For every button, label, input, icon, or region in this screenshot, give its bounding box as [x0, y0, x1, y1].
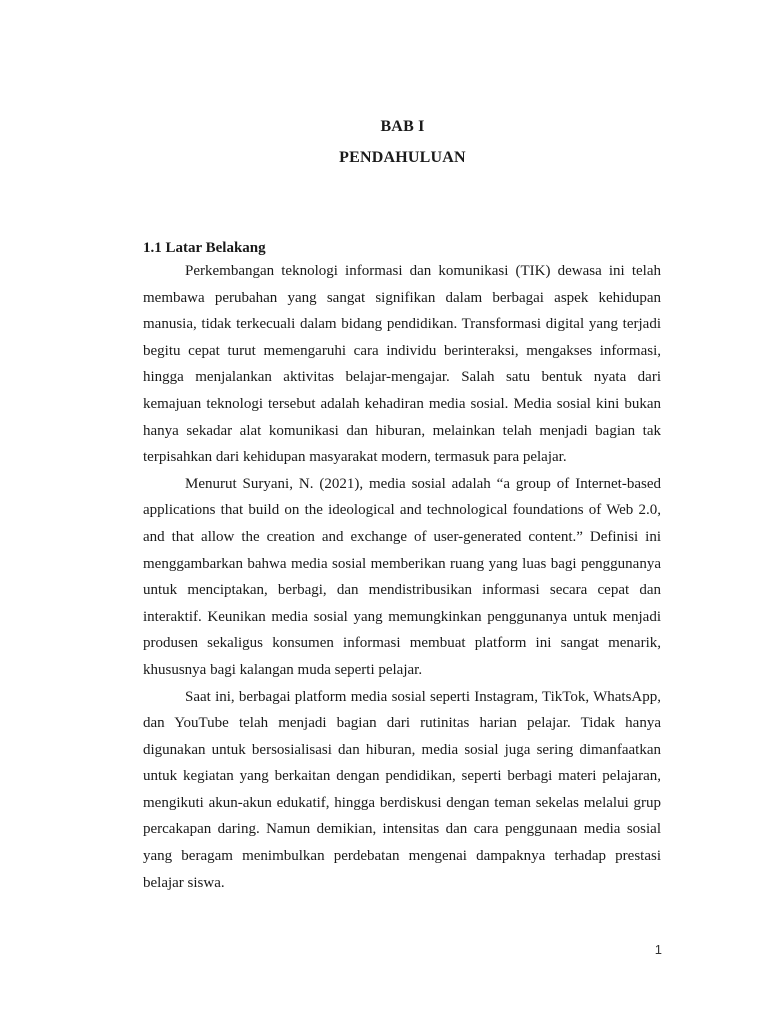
page-number: 1	[654, 942, 662, 957]
paragraph: Perkembangan teknologi informasi dan komunikasi (TIK) dewasa ini telah membawa perubahan yang sangat signifikan dalam berbagai aspek kehidupan manusia, tidak terkecuali dalam bidang pendidikan. Transformasi digital yang terjadi begitu cepat turut memengaruhi cara individu berinteraksi, mengakses informasi, hingga menjalankan aktivitas belajar-mengajar. Salah satu bentuk nyata dari kemajuan teknologi tersebut adalah kehadiran media sosial. Media sosial kini bukan hanya sekadar alat komunikasi dan hiburan, melainkan telah menjadi bagian tak terpisahkan dari kehidupan masyarakat modern, termasuk para pelajar.	[143, 263, 661, 466]
chapter-number: BAB I	[380, 118, 425, 135]
paragraph: Saat ini, berbagai platform media sosial seperti Instagram, TikTok, WhatsApp, dan YouTube telah menjadi bagian dari rutinitas harian pelajar. Tidak hanya digunakan untuk bersosialisasi dan hiburan, media sosial juga sering dimanfaatkan untuk kegiatan yang berkaitan dengan pendidikan, seperti berbagi materi pelajaran, mengikuti akun-akun edukatif, hingga berdiskusi dengan teman sekelas melalui grup percakapan daring. Namun demikian, intensitas dan cara penggunaan media sosial yang beragam menimbulkan perdebatan mengenai dampaknya terhadap prestasi belajar siswa.	[143, 688, 661, 891]
section-heading: 1.1 Latar Belakang	[143, 240, 266, 256]
section-body	[143, 238, 661, 896]
paragraph: Menurut Suryani, N. (2021), media sosial adalah “a group of Internet-based applications that build on the ideological and technological foundations of Web 2.0, and that allow the creation and exchange of user-generated content.” Definisi ini menggambarkan bahwa media sosial memberikan ruang yang luas bagi penggunanya untuk menciptakan, berbagi, dan mendistribusikan informasi secara cepat dan interaktif. Keunikan media sosial yang memungkinkan penggunanya untuk menjadi produsen sekaligus konsumen informasi membuat platform ini sangat menarik, khususnya bagi kalangan muda seperti pelajar.	[143, 475, 661, 678]
chapter-title: PENDAHULUAN	[339, 149, 466, 166]
